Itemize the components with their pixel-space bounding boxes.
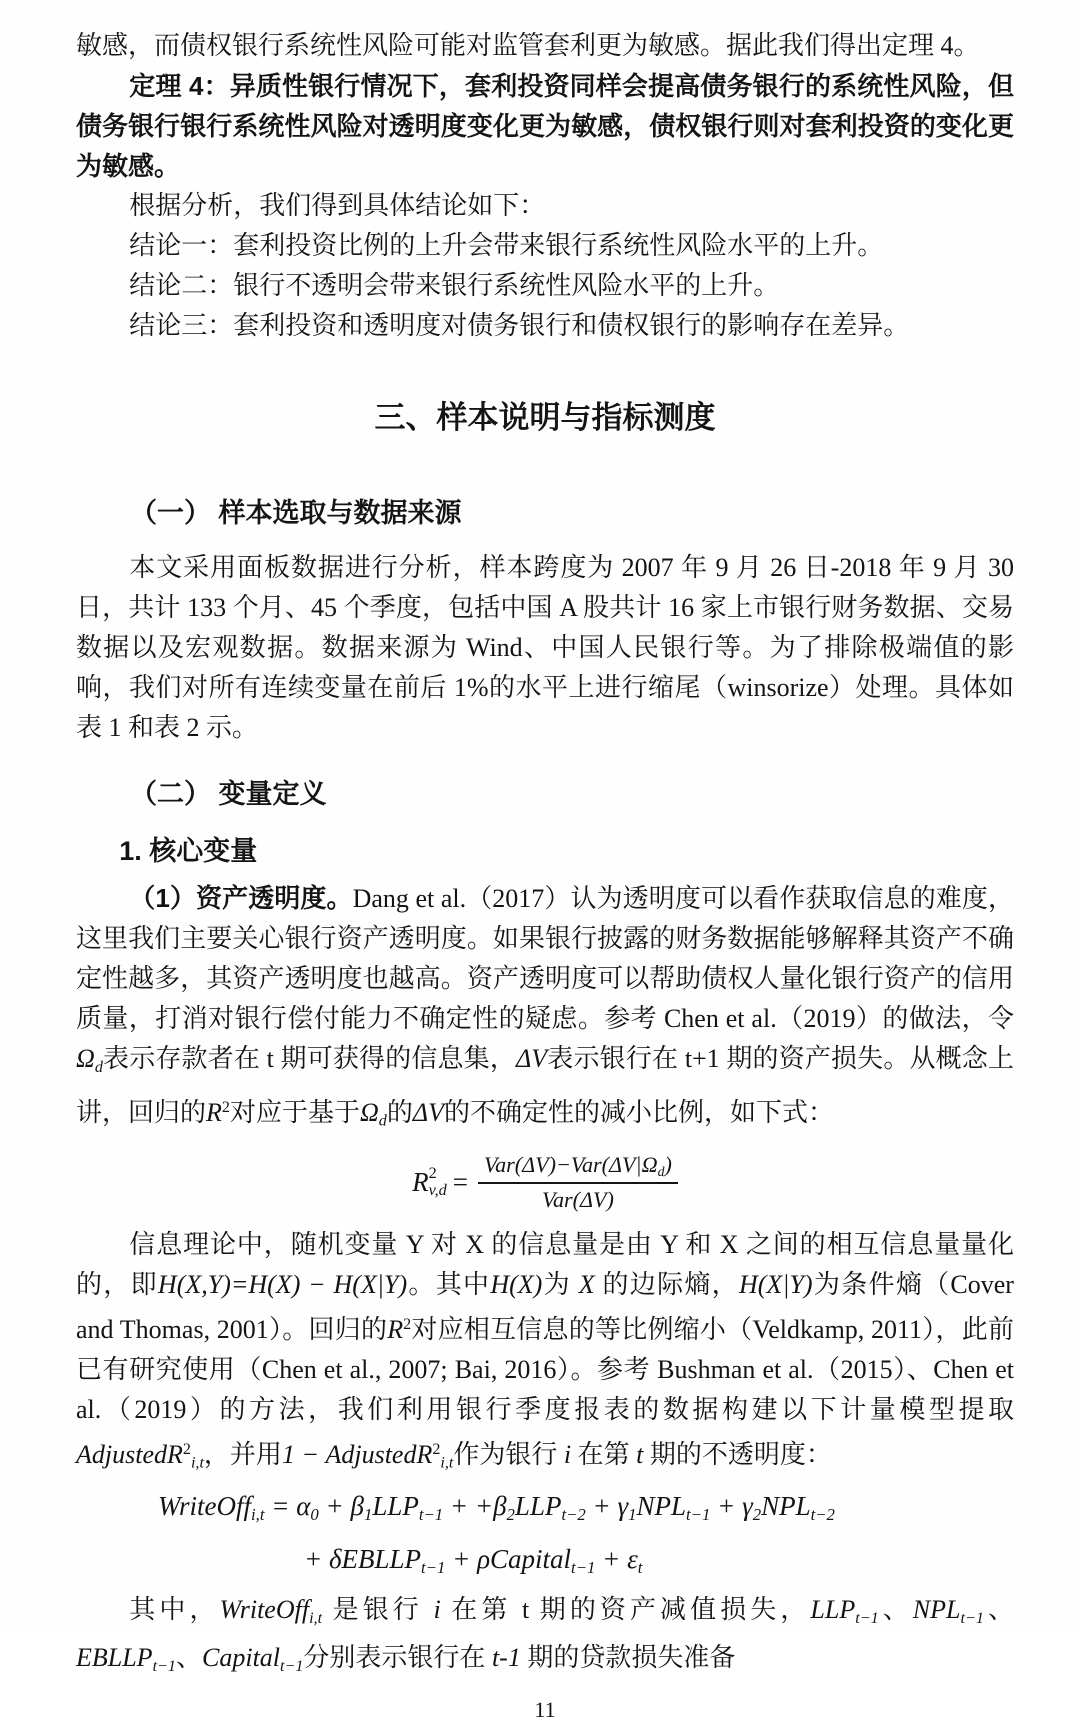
fraction xyxy=(478,1150,678,1216)
r-squared-formula xyxy=(76,1150,1014,1216)
transparency-paragraph: （1）资产透明度。Dang et al.（2017）认为透明度可以看作获取信息的难度，这里我们主要关心银行资产透明度。如果银行披露的财务数据能够解释其资产不确定性越多，其资产透明度也越高。资产透明度可以帮助债权人量化银行资产的信用质量，打消对银行偿付能力不确定性的疑虑。参考 Chen et al.（2019）的做法，令$\Omega_d$表示存款者在 t 期可获得的信息集，ΔV表示银行在 t+1 期的资产损失。从概念上讲，回归的$R^2$对应于基于$\Omega_d$的ΔV的不确定性的减小比例，如下式： xyxy=(76,883,1014,1130)
formula-lhs-base: R xyxy=(412,1167,429,1198)
conclusion-3: 结论三：套利投资和透明度对债务银行和债权银行的影响存在差异。 xyxy=(129,311,910,340)
conclusion-2: 结论二：银行不透明会带来银行系统性风险水平的上升。 xyxy=(129,271,780,300)
section-heading: 三、样本说明与指标测度 xyxy=(374,400,716,435)
fraction-denominator: Var(ΔV) xyxy=(541,1187,614,1213)
subsection-1-heading: （一） 样本选取与数据来源 xyxy=(130,498,462,528)
fraction-numerator: $Var(\Delta V)-Var(\Delta V|\Omega_d)$ xyxy=(478,1150,678,1185)
sample-description-paragraph: 本文采用面板数据进行分析，样本跨度为 2007 年 9 月 26 日-2018 年 9 月 30 日，共计 133 个月、45 个季度，包括中国 A 股共计 16 家上市银行财务数据、交易数据以及宏观数据。数据来源为 Wind、中国人民银行等。为了排除极端值的影响，我们对所有连续变量在前后 1%的水平上进行缩尾（winsorize）处理。具体如表 1 和表 2 示。 xyxy=(76,553,1014,742)
conclusion-1: 结论一：套利投资比例的上升会带来银行系统性风险水平的上升。 xyxy=(129,231,884,260)
page-number: 11 xyxy=(534,1697,556,1723)
analysis-intro-paragraph: 根据分析，我们得到具体结论如下： xyxy=(129,191,546,220)
equals-sign: = xyxy=(452,1167,469,1198)
writeoff-explanation-paragraph: 其中，WriteOff$_{i,t}$ 是银行 i 在第 t 期的资产减值损失，$LLP_{t-1}$、$NPL_{t-1}$、$EBLLP_{t-1}$、Capital$_{t-1}$分别表示银行在 t-1 期的贷款损失准备 xyxy=(76,1594,1014,1676)
writeoff-formula-line-1: WriteOff$_{i,t}$ = $\alpha_0 + \beta_1LLP_{t-1} + +\beta_2LLP_{t-2} + \gamma_1NPL_{t-1} + \gamma_2NPL_{t-2}$ xyxy=(158,1490,835,1524)
core-variables-heading: 1. 核心变量 xyxy=(119,836,258,866)
theorem-4-paragraph: 定理 4：异质性银行情况下，套利投资同样会提高债务银行的系统性风险，但债务银行银行系统性风险对透明度变化更为敏感，债权银行则对套利投资的变化更为敏感。 xyxy=(76,71,1014,181)
formula-lhs-scripts: 2 v,d xyxy=(428,1164,447,1200)
writeoff-regression-formula xyxy=(76,1484,1014,1590)
paragraph-continued: 敏感，而债权银行系统性风险可能对监管套利更为敏感。据此我们得出定理 4。 xyxy=(76,31,980,60)
information-theory-paragraph: 信息理论中，随机变量 Y 对 X 的信息量是由 Y 和 X 之间的相互信息量量化的，即H(X,Y)=H(X) − H(X|Y)。其中H(X)为 X 的边际熵，H(X|Y)为条件熵（Cover and Thomas, 2001）。回归的$R^2$对应相互信息的等比例缩小（Veldkamp, 2011），此前已有研究使用（Chen et al., 2007; Bai, 2016）。参考 Bushman et al.（2015）、Chen et al.（2019）的方法，我们利用银行季度报表的数据构建以下计量模型提取 AdjustedR$^2_{i,t}$，并用1 − AdjustedR$^2_{i,t}$作为银行 i 在第 t 期的不透明度： xyxy=(76,1230,1014,1472)
subsection-2-heading: （二） 变量定义 xyxy=(130,779,327,809)
writeoff-formula-line-2: + δEBLLP$_{t-1}$ + ρCapital$_{t-1}$ + $\varepsilon_t$ xyxy=(304,1543,643,1577)
